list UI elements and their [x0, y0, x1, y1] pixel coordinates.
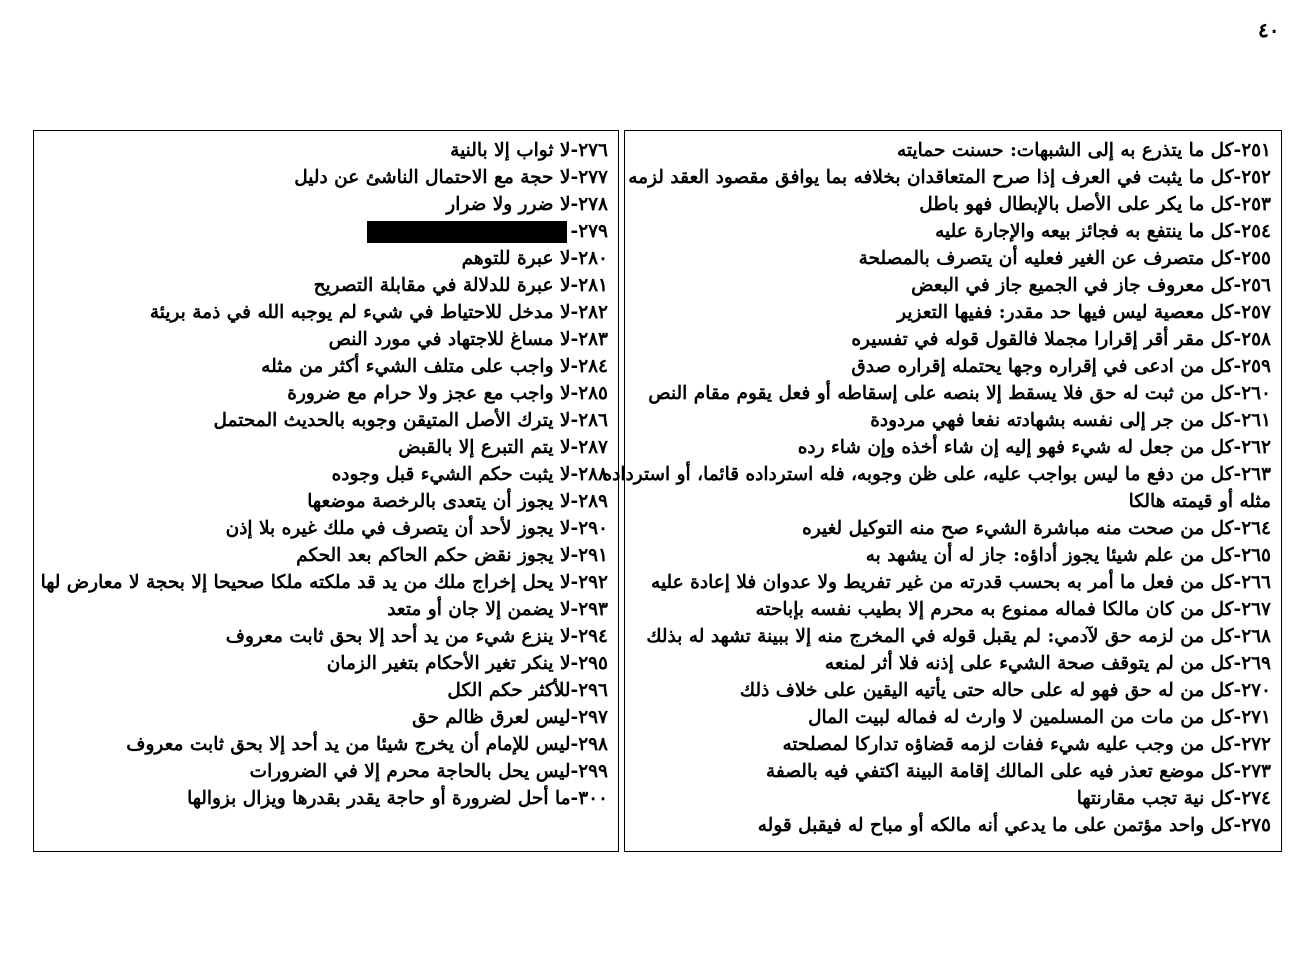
rule-item	[34, 461, 618, 488]
rule-number: ٢٥٣	[1241, 194, 1271, 215]
rule-text: كل واحد مؤتمن على ما يدعي أنه مالكه أو مباح له فيقبل قوله	[757, 815, 1234, 836]
rule-number: ٢٨٠	[578, 248, 608, 269]
rule-number: ٢٥٩	[1241, 356, 1271, 377]
rule-separator: -	[1233, 194, 1242, 215]
rule-number: ٢٥٥	[1241, 248, 1271, 269]
rule-item	[34, 407, 618, 434]
rule-separator: -	[570, 221, 579, 242]
rule-item	[625, 569, 1281, 596]
rule-separator: -	[570, 356, 579, 377]
rule-item	[34, 704, 618, 731]
rule-item	[625, 137, 1281, 164]
rule-separator: -	[570, 761, 579, 782]
rule-text: كل من صحت منه مباشرة الشيء صح منه التوكيل لغيره	[802, 518, 1234, 539]
rule-separator: -	[1233, 167, 1242, 188]
rule-item	[34, 596, 618, 623]
rule-number: ٢٧٣	[1241, 761, 1271, 782]
rule-item	[34, 677, 618, 704]
rule-separator: -	[1233, 383, 1242, 404]
rule-separator: -	[1233, 437, 1242, 458]
rule-separator: -	[570, 329, 579, 350]
rule-text: كل من وجب عليه شيء ففات لزمه قضاؤه تداركا لمصلحته	[782, 734, 1234, 755]
rule-number: ٢٨٦	[578, 410, 608, 431]
rule-separator: -	[1233, 599, 1242, 620]
rule-text: كل من لزمه حق لآدمي: لم يقبل قوله في المخرج منه إلا ببينة تشهد له بذلك	[646, 626, 1234, 647]
rule-item	[34, 272, 618, 299]
rule-text: كل من جعل له شيء فهو إليه إن شاء أخذه وإن شاء رده	[797, 437, 1234, 458]
page-number: ٤٠	[1258, 18, 1280, 42]
rule-separator: -	[1233, 356, 1242, 377]
rule-item	[34, 515, 618, 542]
rule-text: كل مقر أقر إقرارا مجملا فالقول قوله في تفسيره	[851, 329, 1234, 350]
rule-text: لا يجوز لأحد أن يتصرف في ملك غيره بلا إذن	[225, 518, 571, 539]
rule-separator: -	[1233, 248, 1242, 269]
rule-text: كل من دفع ما ليس بواجب عليه، على ظن وجوبه، فله استرداده قائما، أو استرداده	[602, 464, 1234, 485]
rule-number: ٢٧٧	[578, 167, 608, 188]
rule-item	[34, 137, 618, 164]
rule-text: لا يترك الأصل المتيقن وجوبه بالحديث المحتمل	[213, 410, 571, 431]
rule-number: ٢٥٧	[1241, 302, 1271, 323]
rule-separator: -	[570, 140, 579, 161]
rule-item	[625, 704, 1281, 731]
rule-number: ٢٦٧	[1241, 599, 1271, 620]
rule-text: كل من ثبت له حق فلا يسقط إلا بنصه على إسقاطه أو فعل يقوم مقام النص	[648, 383, 1234, 404]
rule-number: ٢٩٥	[578, 653, 608, 674]
rule-number: ٢٩١	[578, 545, 608, 566]
rule-separator: -	[1233, 572, 1242, 593]
rule-item	[625, 677, 1281, 704]
rule-number: ٢٧١	[1241, 707, 1271, 728]
rule-item	[34, 218, 618, 245]
rule-item	[34, 650, 618, 677]
rule-number: ٢٦٦	[1241, 572, 1271, 593]
rule-number: ٢٦٤	[1241, 518, 1271, 539]
rule-number: ٢٨١	[578, 275, 608, 296]
rule-separator: -	[570, 626, 579, 647]
rule-separator: -	[1233, 221, 1242, 242]
rule-text: لا ثواب إلا بالنية	[450, 140, 571, 161]
rules-column-left	[33, 130, 619, 852]
rule-text: كل من كان مالكا فماله ممنوع به محرم إلا بطيب نفسه بإباحته	[755, 599, 1234, 620]
rule-separator: -	[570, 545, 579, 566]
rule-item	[34, 326, 618, 353]
rule-item	[34, 191, 618, 218]
rule-text: لا ينكر تغير الأحكام بتغير الزمان	[326, 653, 571, 674]
rule-text: كل من علم شيئا يجوز أداؤه: جاز له أن يشهد به	[865, 545, 1234, 566]
rule-number: ٢٦٩	[1241, 653, 1271, 674]
rule-item	[625, 299, 1281, 326]
rule-item	[625, 758, 1281, 785]
rule-separator: -	[570, 194, 579, 215]
rule-text: ما أحل لضرورة أو حاجة يقدر بقدرها ويزال بزوالها	[187, 788, 571, 809]
rule-separator: -	[570, 734, 579, 755]
rule-separator: -	[570, 572, 579, 593]
rule-text: كل موضع تعذر فيه على المالك إقامة البينة اكتفي فيه بالصفة	[765, 761, 1234, 782]
rule-text: كل من جر إلى نفسه بشهادته نفعا فهي مردودة	[870, 410, 1234, 431]
rule-separator: -	[1233, 275, 1242, 296]
rule-item	[625, 623, 1281, 650]
rule-number: ٢٥٤	[1241, 221, 1271, 242]
rule-separator: -	[1233, 140, 1242, 161]
rule-separator: -	[570, 248, 579, 269]
rule-number: ٢٦٣	[1241, 464, 1271, 485]
rule-text: كل ما يكر على الأصل بالإبطال فهو باطل	[919, 194, 1234, 215]
rule-item	[625, 515, 1281, 542]
rule-number: ٢٩٦	[578, 680, 608, 701]
rule-separator: -	[1233, 626, 1242, 647]
rule-text: كل من ادعى في إقراره وجها يحتمله إقراره صدق	[851, 356, 1234, 377]
rule-item	[625, 380, 1281, 407]
rule-item	[34, 488, 618, 515]
rule-text: لا ضرر ولا ضرار	[446, 194, 571, 215]
redacted-block	[367, 221, 567, 243]
rule-separator: -	[1233, 653, 1242, 674]
rule-number: ٣٠٠	[578, 788, 608, 809]
rule-number: ٢٨٩	[578, 491, 608, 512]
rule-item	[34, 299, 618, 326]
rule-separator: -	[570, 518, 579, 539]
rule-separator: -	[1233, 680, 1242, 701]
rule-text: كل من مات من المسلمين لا وارث له فماله لبيت المال	[808, 707, 1234, 728]
rule-number: ٢٩٧	[578, 707, 608, 728]
rule-number: ٢٧٨	[578, 194, 608, 215]
rule-item	[625, 218, 1281, 245]
rule-text: كل معصية ليس فيها حد مقدر: ففيها التعزير	[897, 302, 1234, 323]
rule-number: ٢٨٥	[578, 383, 608, 404]
rule-text: لا يجوز نقض حكم الحاكم بعد الحكم	[296, 545, 571, 566]
rule-number: ٢٩٢	[578, 572, 608, 593]
rules-column-right	[602, 130, 1282, 852]
rule-number: ٢٥٢	[1241, 167, 1271, 188]
rule-text: لا ينزع شيء من يد أحد إلا بحق ثابت معروف	[225, 626, 571, 647]
rule-separator: -	[1233, 410, 1242, 431]
rule-number: ٢٨٨	[578, 464, 608, 485]
rule-item	[34, 758, 618, 785]
rule-separator: -	[570, 680, 579, 701]
rule-number: ٢٩٩	[578, 761, 608, 782]
rule-separator: -	[1233, 464, 1242, 485]
rule-item	[34, 245, 618, 272]
rule-text: كل ما يتذرع به إلى الشبهات: حسنت حمايته	[896, 140, 1234, 161]
rule-number: ٢٩٨	[578, 734, 608, 755]
rule-separator: -	[1233, 788, 1242, 809]
rule-text: لا يحل إخراج ملك من يد قد ملكته ملكا صحيحا إلا بحجة لا معارض لها	[40, 572, 571, 593]
rule-text: لا مساغ للاجتهاد في مورد النص	[328, 329, 571, 350]
rule-separator: -	[1233, 302, 1242, 323]
rule-number: ٢٧٠	[1241, 680, 1271, 701]
rule-text: ليس للإمام أن يخرج شيئا من يد أحد إلا بحق ثابت معروف	[126, 734, 571, 755]
rule-separator: -	[570, 275, 579, 296]
rule-number: ٢٨٧	[578, 437, 608, 458]
rule-separator: -	[1233, 734, 1242, 755]
rule-separator: -	[570, 437, 579, 458]
rule-text: للأكثر حكم الكل	[447, 680, 571, 701]
rule-number: ٢٦٨	[1241, 626, 1271, 647]
rule-item	[34, 569, 618, 596]
rule-separator: -	[570, 410, 579, 431]
rule-number: ٢٩٤	[578, 626, 608, 647]
rule-item	[625, 407, 1281, 434]
rule-text: كل ما يثبت في العرف إذا صرح المتعاقدان بخلافه بما يوافق مقصود العقد لزمه	[628, 167, 1234, 188]
rule-separator: -	[570, 383, 579, 404]
rule-text: لا واجب مع عجز ولا حرام مع ضرورة	[287, 383, 571, 404]
rule-item	[602, 461, 1281, 488]
rule-text: ليس يحل بالحاجة محرم إلا في الضرورات	[249, 761, 571, 782]
rule-number: ٢٥٦	[1241, 275, 1271, 296]
rule-separator: -	[1233, 518, 1242, 539]
rule-item	[34, 380, 618, 407]
rule-number: ٢٨٤	[578, 356, 608, 377]
rule-number: ٢٧٩	[578, 221, 608, 242]
rule-item	[625, 731, 1281, 758]
rule-item	[625, 191, 1281, 218]
rule-item	[34, 353, 618, 380]
rule-number: ٢٧٤	[1241, 788, 1271, 809]
rule-separator: -	[570, 464, 579, 485]
rule-text: كل معروف جاز في الجميع جاز في البعض	[911, 275, 1234, 296]
rule-number: ٢٨٢	[578, 302, 608, 323]
rule-separator: -	[1233, 815, 1242, 836]
rule-text: لا يضمن إلا جان أو متعد	[387, 599, 571, 620]
rule-item	[625, 164, 1281, 191]
rule-item	[34, 434, 618, 461]
rule-item	[625, 650, 1281, 677]
rule-number: ٢٦١	[1241, 410, 1271, 431]
rule-separator: -	[570, 707, 579, 728]
rule-number: ٢٦٢	[1241, 437, 1271, 458]
rule-number: ٢٥٨	[1241, 329, 1271, 350]
rule-text: لا حجة مع الاحتمال الناشئ عن دليل	[294, 167, 571, 188]
rule-separator: -	[1233, 545, 1242, 566]
rule-separator: -	[570, 491, 579, 512]
rule-text: لا واجب على متلف الشيء أكثر من مثله	[261, 356, 571, 377]
rule-number: ٢٦٠	[1241, 383, 1271, 404]
rule-text-continuation: مثله أو قيمته هالكا	[1128, 491, 1271, 512]
rule-text: لا يتم التبرع إلا بالقبض	[398, 437, 571, 458]
rule-item	[34, 785, 618, 812]
rule-item	[625, 596, 1281, 623]
rule-item	[625, 272, 1281, 299]
rule-separator: -	[570, 788, 579, 809]
rule-separator: -	[1233, 761, 1242, 782]
rule-item	[625, 353, 1281, 380]
rule-text: كل من لم يتوقف صحة الشيء على إذنه فلا أثر لمنعه	[824, 653, 1234, 674]
rule-item	[625, 434, 1281, 461]
rule-separator: -	[570, 167, 579, 188]
rule-item	[34, 542, 618, 569]
rule-text: ليس لعرق ظالم حق	[412, 707, 571, 728]
rule-number: ٢٧٥	[1241, 815, 1271, 836]
rule-number: ٢٩٠	[578, 518, 608, 539]
rule-item	[625, 245, 1281, 272]
rule-text: كل من له حق فهو له على حاله حتى يأتيه اليقين على خلاف ذلك	[739, 680, 1234, 701]
rule-text: لا مدخل للاحتياط في شيء لم يوجبه الله في ذمة بريئة	[149, 302, 571, 323]
rule-separator: -	[570, 302, 579, 323]
rule-separator: -	[570, 653, 579, 674]
rule-text: لا يجوز أن يتعدى بالرخصة موضعها	[307, 491, 571, 512]
rule-number: ٢٦٥	[1241, 545, 1271, 566]
rule-text: كل ما ينتفع به فجائز بيعه والإجارة عليه	[935, 221, 1234, 242]
rule-item	[625, 326, 1281, 353]
rule-text: لا عبرة للتوهم	[461, 248, 571, 269]
rule-number: ٢٨٣	[578, 329, 608, 350]
rule-separator: -	[570, 599, 579, 620]
rule-number: ٢٩٣	[578, 599, 608, 620]
rule-text: لا عبرة للدلالة في مقابلة التصريح	[313, 275, 571, 296]
rule-item	[625, 785, 1281, 812]
rule-separator: -	[1233, 707, 1242, 728]
rule-item	[34, 164, 618, 191]
rule-text: لا يثبت حكم الشيء قبل وجوده	[331, 464, 571, 485]
rule-item	[625, 812, 1281, 839]
rule-text: كل نية تجب مقارنتها	[1076, 788, 1234, 809]
rule-number: ٢٧٦	[578, 140, 608, 161]
rule-text: كل من فعل ما أمر به بحسب قدرته من غير تفريط ولا عدوان فلا إعادة عليه	[651, 572, 1234, 593]
rule-item	[625, 542, 1281, 569]
rule-number: ٢٧٢	[1241, 734, 1271, 755]
rule-separator: -	[1233, 329, 1242, 350]
rule-item	[34, 623, 618, 650]
rule-text: كل متصرف عن الغير فعليه أن يتصرف بالمصلحة	[858, 248, 1234, 269]
rule-number: ٢٥١	[1241, 140, 1271, 161]
rule-item	[34, 731, 618, 758]
